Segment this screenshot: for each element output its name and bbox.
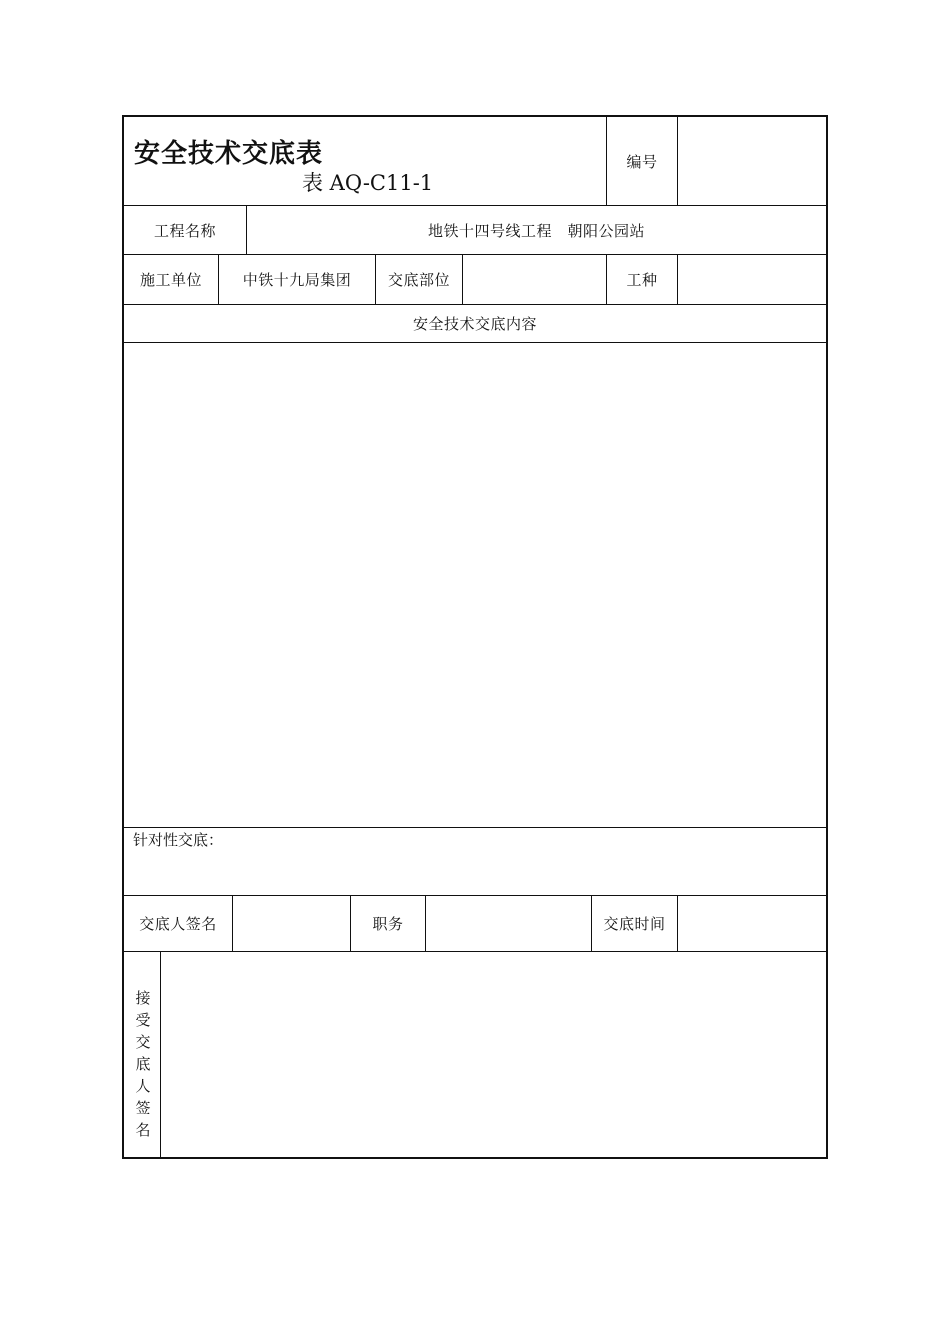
trade-label: 工种 <box>626 271 658 289</box>
handover-time-field[interactable] <box>678 896 826 951</box>
receiver-signature-area[interactable] <box>161 952 826 1159</box>
safety-handover-form <box>122 115 828 1159</box>
construction-unit-label: 施工单位 <box>139 271 202 289</box>
handover-location-field[interactable] <box>463 255 606 304</box>
construction-unit-value: 中铁十九局集团 <box>242 271 352 289</box>
form-code: 表 AQ-C11-1 <box>302 171 434 195</box>
project-name-label: 工程名称 <box>153 221 216 240</box>
handover-person-field[interactable] <box>233 896 350 951</box>
number-label: 编号 <box>626 152 658 171</box>
content-header: 安全技术交底内容 <box>412 315 537 333</box>
position-field[interactable] <box>426 896 591 951</box>
receiver-signature-label: 接受交底人签名 <box>135 989 151 1139</box>
position-label: 职务 <box>372 915 404 933</box>
handover-time-label: 交底时间 <box>603 915 666 933</box>
form-title: 安全技术交底表 <box>134 139 324 169</box>
row-divider <box>124 827 826 828</box>
handover-person-label: 交底人签名 <box>139 915 217 933</box>
project-name-value: 地铁十四号线工程 朝阳公园站 <box>427 221 645 240</box>
number-field[interactable] <box>678 117 826 205</box>
content-area[interactable] <box>124 343 826 827</box>
specific-handover-label: 针对性交底： <box>133 831 224 849</box>
handover-location-label: 交底部位 <box>387 271 450 289</box>
trade-field[interactable] <box>678 255 826 304</box>
